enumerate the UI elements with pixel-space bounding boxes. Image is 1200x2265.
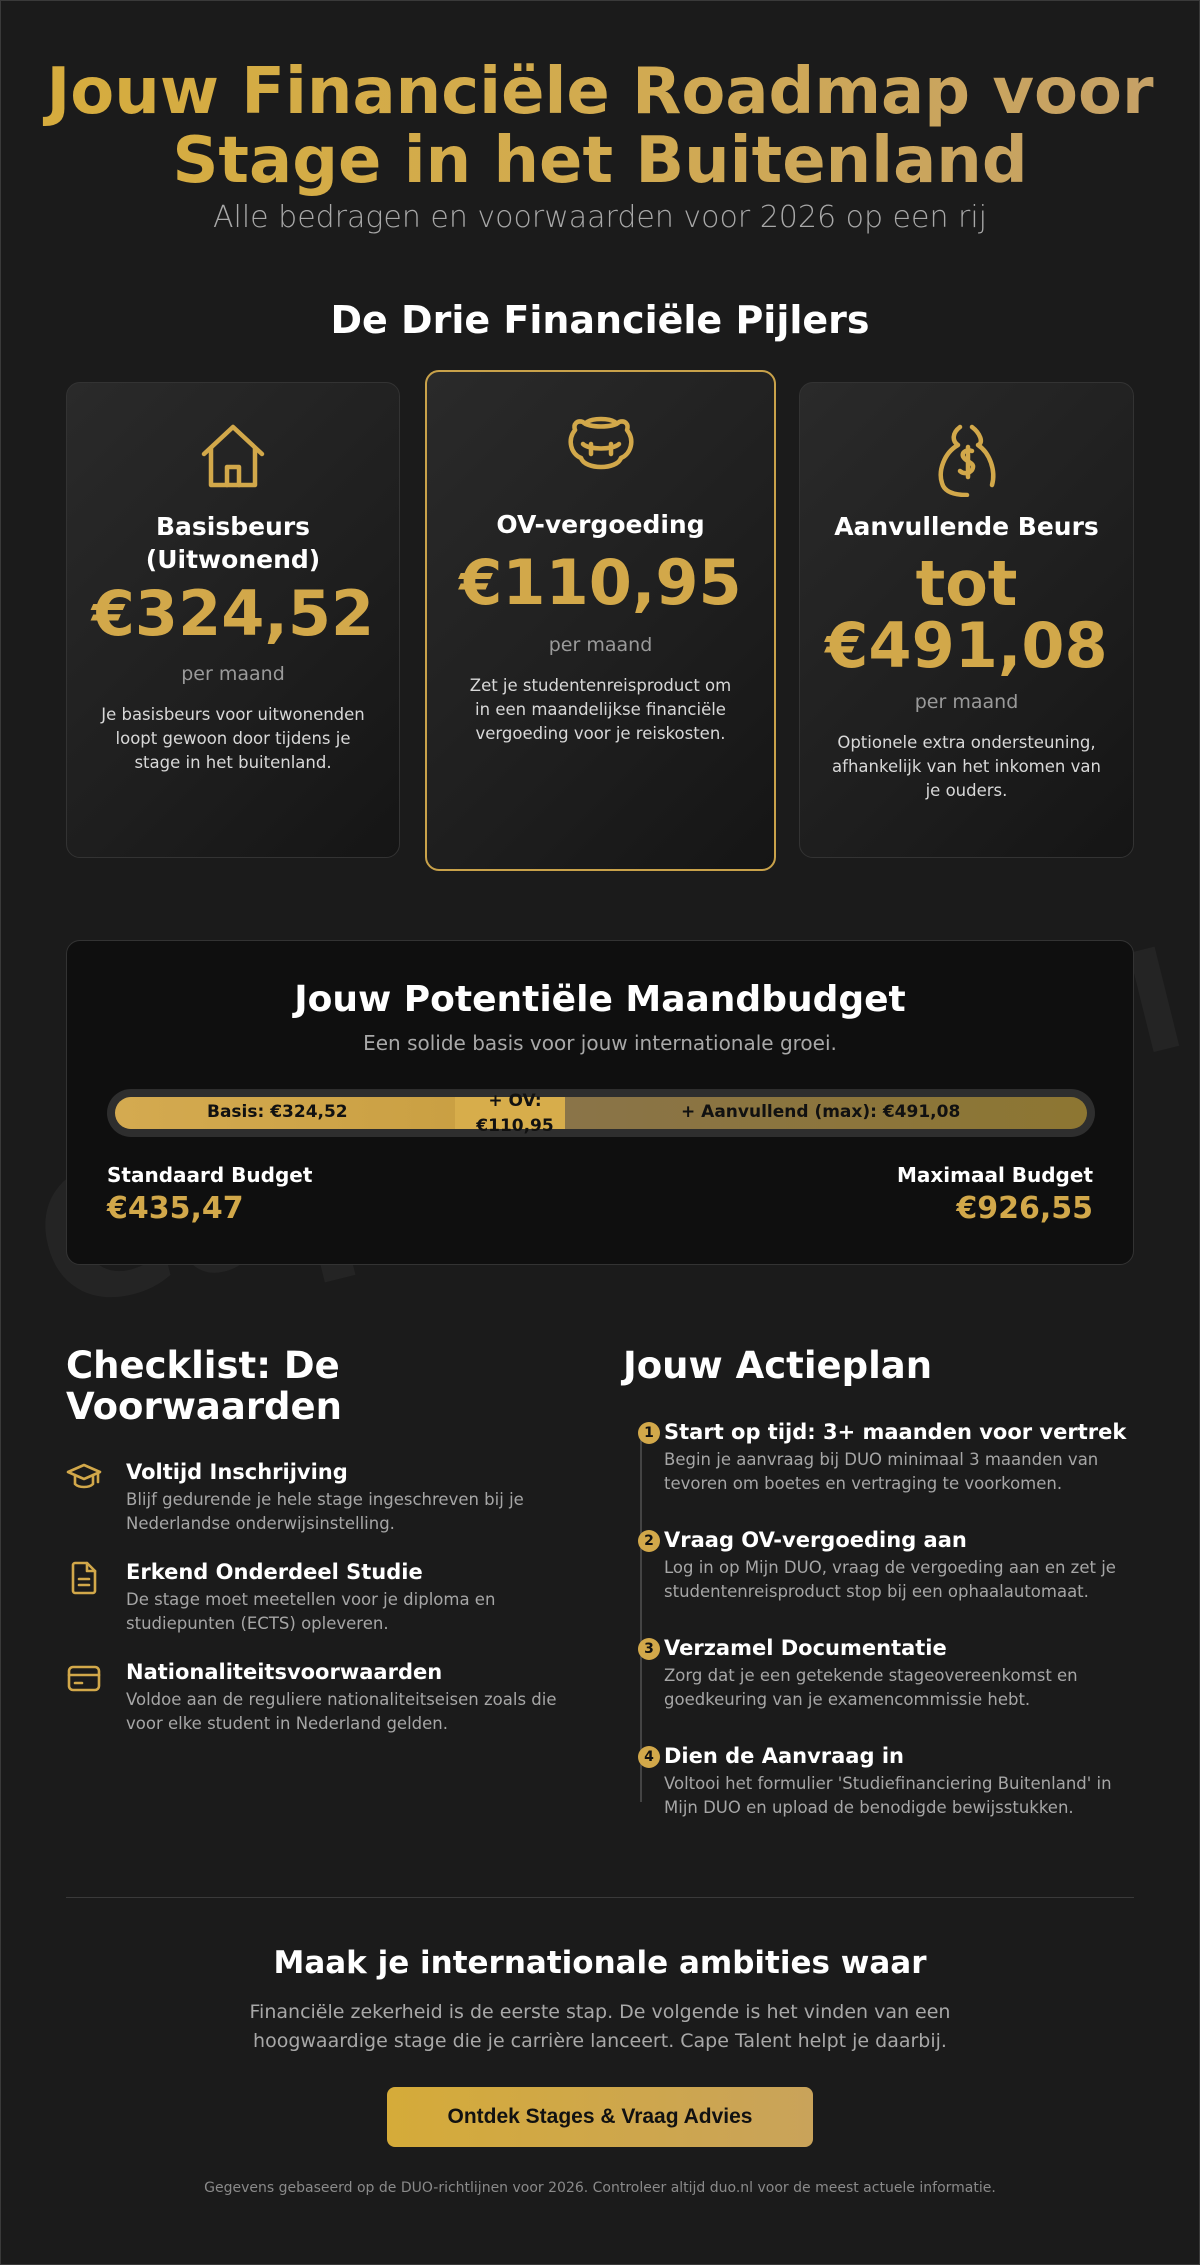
step-number: 3 (638, 1638, 660, 1660)
pillar-card-aanvullend (799, 382, 1134, 858)
standard-budget-value: €435,47 (107, 1191, 244, 1226)
document-icon (66, 1560, 102, 1596)
standard-budget (107, 1163, 312, 1226)
discover-internships-button[interactable]: Ontdek Stages & Vraag Advies (387, 2087, 813, 2147)
pillar-name: OV-vergoeding (496, 510, 705, 539)
page-title-line1: Jouw Financiële Roadmap voor (46, 55, 1154, 129)
step-number: 4 (638, 1746, 660, 1768)
cta-text: Financiële zekerheid is de eerste stap. De volgende is het vinden van een hoogwaardige stage die je carrière lanceert. Cape Talent helpt je daarbij. (249, 2001, 951, 2052)
step-name: Verzamel Documentatie (664, 1636, 947, 1660)
standard-budget-label: Standaard Budget (107, 1163, 313, 1187)
checklist-title (66, 1346, 342, 1427)
checklist-item-description: Blijf gedurende je hele stage ingeschreven bij je Nederlandse onderwijsinstelling. (126, 1490, 524, 1534)
action-step (638, 1744, 1138, 1824)
pillar-card-ov (425, 370, 776, 871)
pillars-title: De Drie Financiële Pijlers (330, 298, 870, 342)
action-step (638, 1528, 1138, 1608)
budget-bar-basis-label: Basis: €324,52 (207, 1102, 348, 1122)
page-title (0, 55, 1200, 199)
pillar-card-basisbeurs (66, 382, 400, 858)
action-step (638, 1636, 1138, 1716)
checklist-item (66, 1460, 566, 1540)
max-budget-label: Maximaal Budget (896, 1163, 1093, 1187)
graduation-cap-icon (66, 1460, 102, 1496)
pillar-amount-value: €491,08 (825, 609, 1108, 682)
budget-bar-ov-label (455, 1089, 575, 1138)
pillar-period: per maand (181, 663, 285, 685)
pillar-name-sub: (Uitwonend) (145, 544, 321, 574)
checklist-item-description: De stage moet meetellen voor je diploma en studiepunten (ECTS) opleveren. (126, 1590, 496, 1634)
max-budget (897, 1163, 1093, 1226)
home-icon (198, 421, 268, 495)
checklist-item (66, 1560, 566, 1640)
budget-bar-aanvullend-label: + Aanvullend (max): €491,08 (681, 1102, 961, 1122)
money-bag-icon (932, 423, 1002, 501)
page-title-line2: Stage in het Buitenland (172, 124, 1028, 199)
budget-title: Jouw Potentiële Maandbudget (294, 979, 906, 1020)
page-subtitle: Alle bedragen en voorwaarden voor 2026 op een rij (212, 200, 988, 235)
pillar-amount: €110,95 (459, 546, 742, 619)
budget-subtitle: Een solide basis voor jouw internationale groei. (363, 1031, 837, 1055)
id-card-icon (66, 1660, 102, 1696)
step-description: Log in op Mijn DUO, vraag de vergoeding aan en zet je studentenreisproduct stop bij een ophaalautomaat. (664, 1558, 1116, 1602)
budget-bar-ov-label-line2: €110,95 (476, 1115, 554, 1136)
pillar-period: per maand (914, 691, 1019, 713)
step-name: Start op tijd: 3+ maanden voor vertrek (664, 1420, 1127, 1444)
pillar-amount (800, 547, 1133, 682)
pillar-description: Je basisbeurs voor uitwonenden loopt gewoon door tijdens je stage in het buitenland. (101, 705, 365, 772)
cta-title: Maak je internationale ambities waar (273, 1945, 927, 1981)
checklist-item-description: Voldoe aan de reguliere nationaliteitseisen zoals die voor elke student in Nederland gelden. (126, 1690, 557, 1734)
budget-bar-ov-label-line1: + OV: (488, 1091, 542, 1111)
pillar-period: per maand (548, 634, 653, 656)
action-step (638, 1420, 1138, 1500)
step-description: Voltooi het formulier 'Studiefinanciering Buitenland' in Mijn DUO en upload de benodigde bewijsstukken. (664, 1774, 1112, 1818)
checklist-item-name: Nationaliteitsvoorwaarden (126, 1660, 443, 1684)
section-divider (66, 1897, 1134, 1898)
max-budget-value: €926,55 (956, 1191, 1093, 1226)
checklist-item-name: Erkend Onderdeel Studie (126, 1560, 423, 1584)
checklist-item (66, 1660, 566, 1740)
step-description: Zorg dat je een getekende stageovereenkomst en goedkeuring van je examencommissie hebt. (664, 1666, 1078, 1710)
step-name: Dien de Aanvraag in (664, 1744, 904, 1768)
pillar-description: Optionele extra ondersteuning, afhankelijk van het inkomen van je ouders. (832, 733, 1101, 800)
transport-icon (565, 414, 637, 484)
footer-note: Gegevens gebaseerd op de DUO-richtlijnen voor 2026. Controleer altijd duo.nl voor de meest actuele informatie. (204, 2180, 996, 2196)
budget-bar (107, 1089, 1095, 1137)
budget-panel (66, 940, 1134, 1265)
pillar-amount-prefix: tot (915, 547, 1018, 620)
step-number: 2 (638, 1530, 660, 1552)
checklist-title-line2: Voorwaarden (66, 1384, 342, 1428)
pillar-name: Aanvullende Beurs (834, 512, 1099, 541)
actionplan-title: Jouw Actieplan (623, 1344, 933, 1387)
step-number: 1 (638, 1422, 660, 1444)
step-description: Begin je aanvraag bij DUO minimaal 3 maanden van tevoren om boetes en vertraging te voorkomen. (664, 1450, 1099, 1494)
step-name: Vraag OV-vergoeding aan (664, 1528, 967, 1552)
checklist-title-line1: Checklist: De (66, 1344, 340, 1387)
pillar-description: Zet je studentenreisproduct om in een maandelijkse financiële vergoeding voor je reiskosten. (469, 676, 732, 743)
pillar-name: Basisbeurs (155, 512, 311, 541)
checklist-item-name: Voltijd Inschrijving (126, 1460, 348, 1484)
pillar-amount: €324,52 (91, 577, 375, 650)
